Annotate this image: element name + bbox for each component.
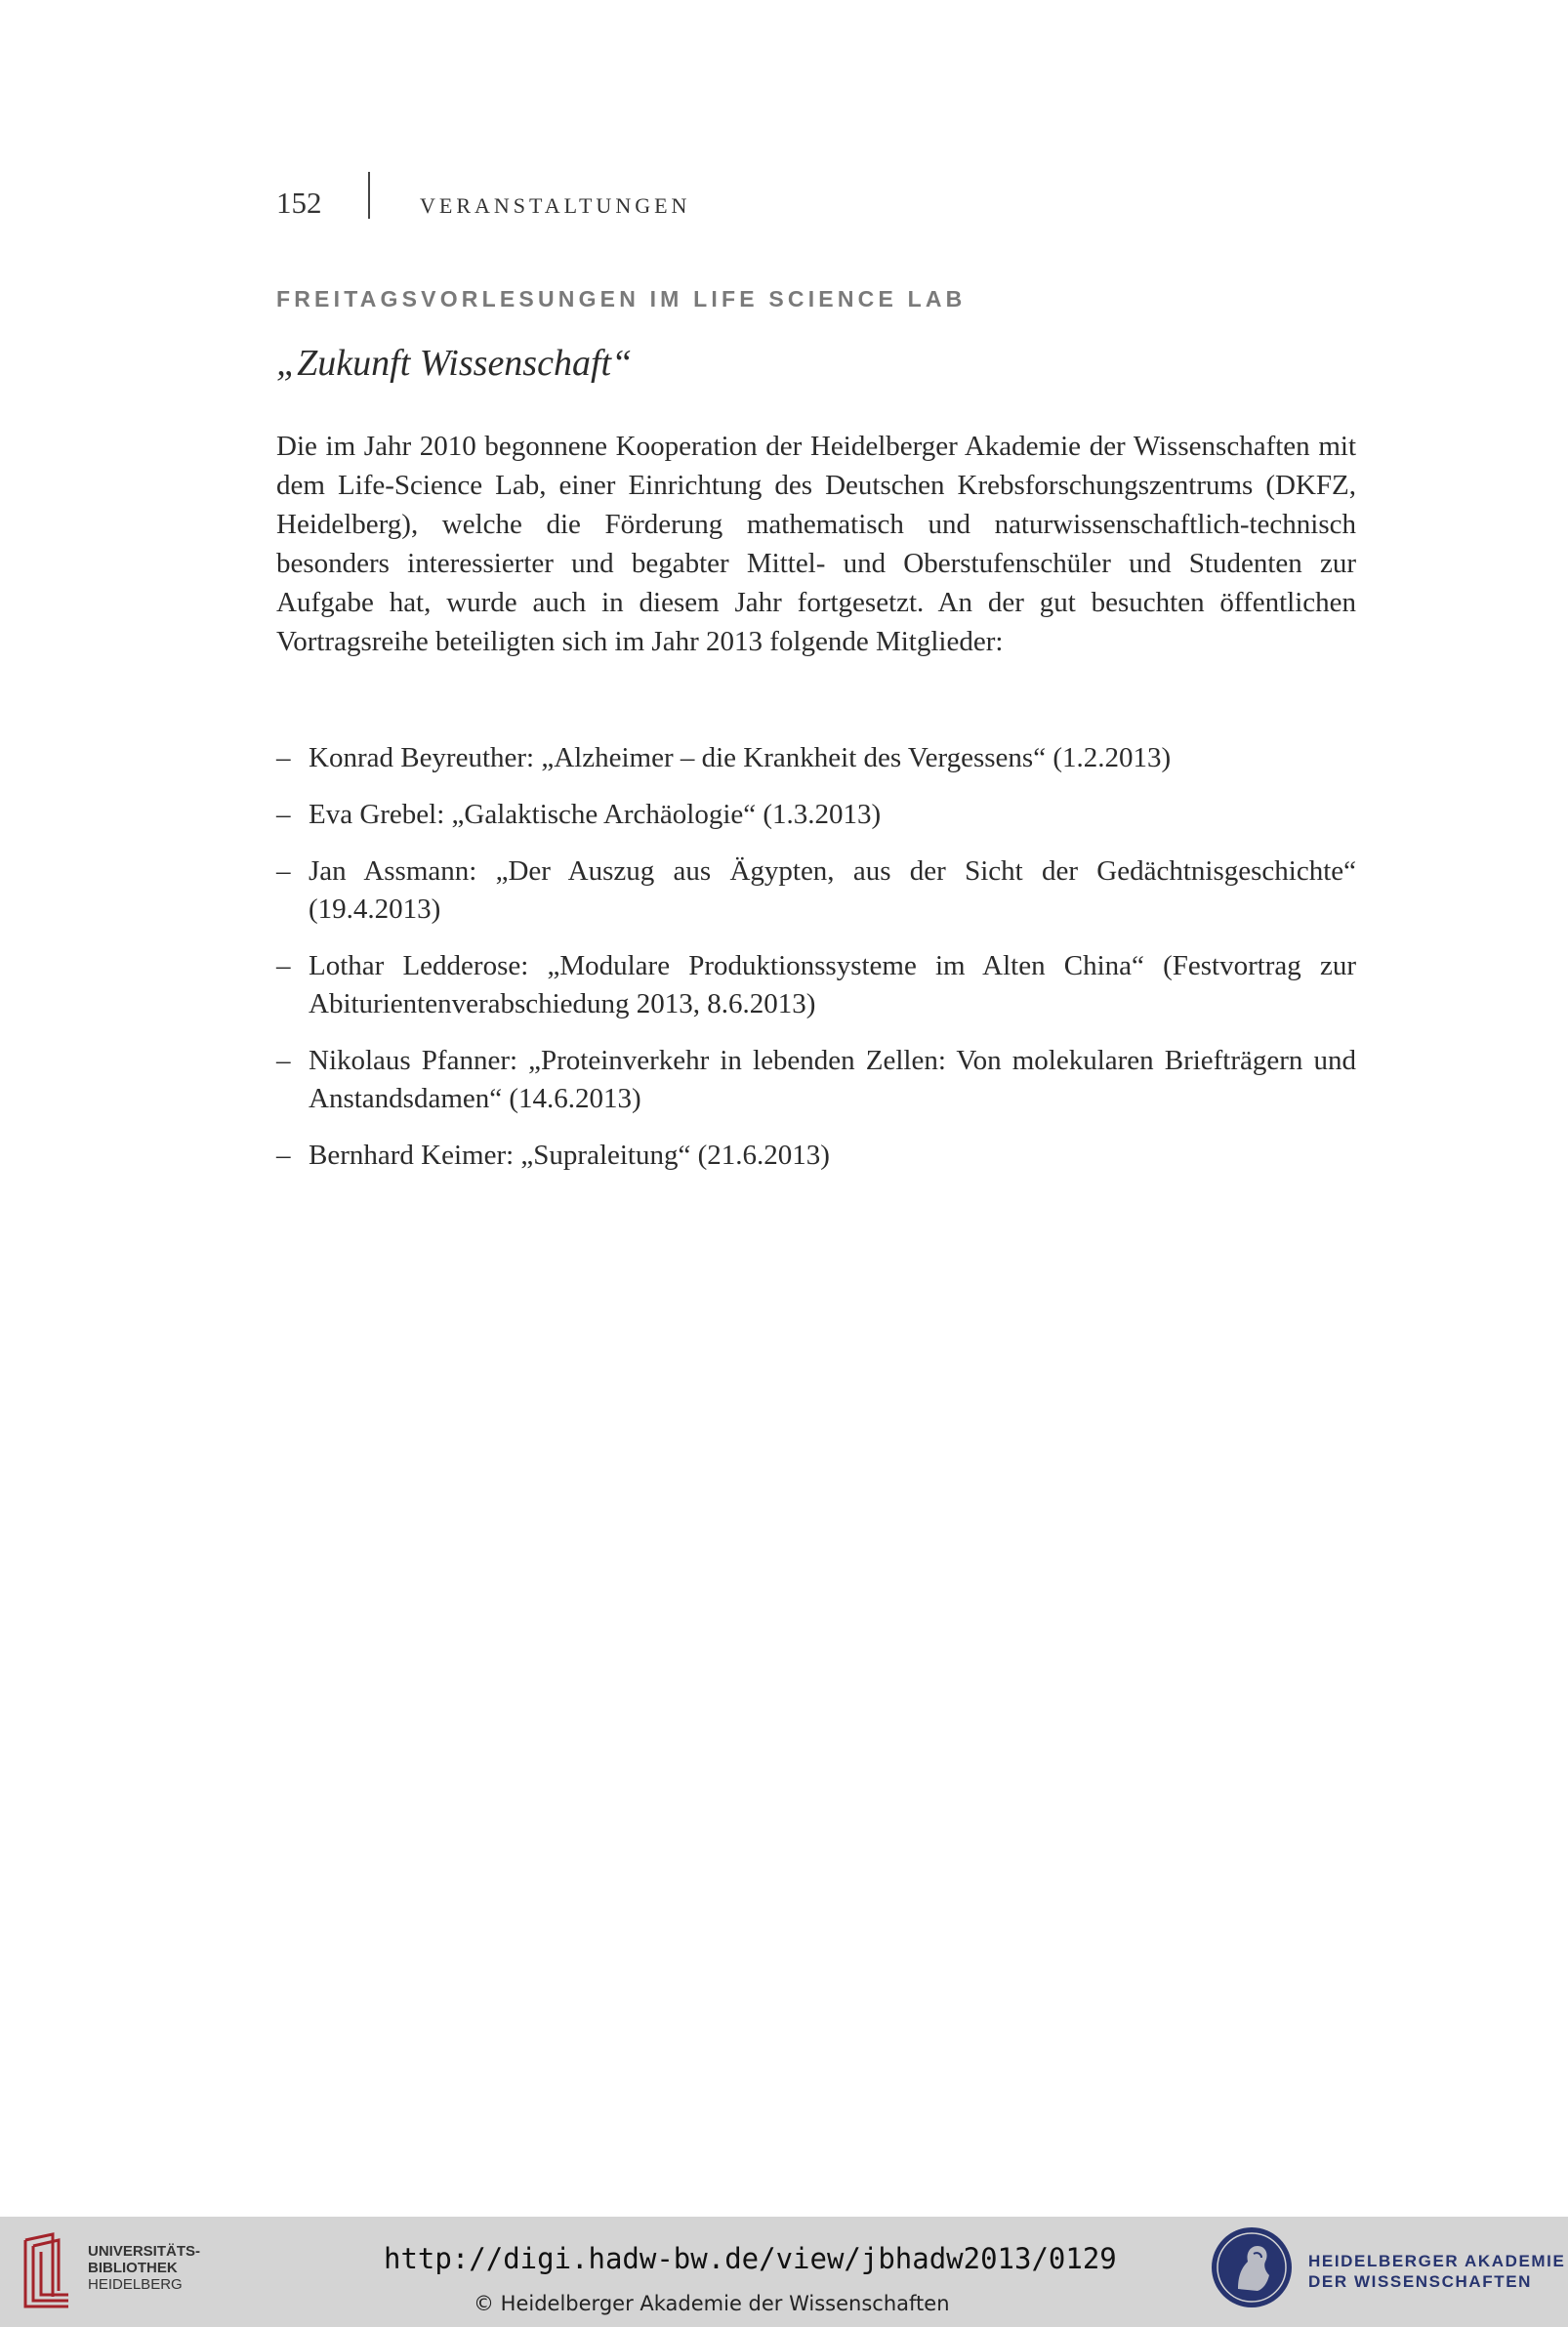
permalink-url[interactable]: http://digi.hadw-bw.de/view/jbhadw2013/0129 bbox=[384, 2242, 1117, 2275]
lecture-text: Bernhard Keimer: „Supraleitung“ (21.6.2013) bbox=[309, 1140, 830, 1171]
page-number: 152 bbox=[276, 186, 322, 220]
article-title: „Zukunft Wissenschaft“ bbox=[276, 343, 633, 384]
academy-seal-icon[interactable] bbox=[1209, 2224, 1295, 2310]
academy-line-2: DER WISSENSCHAFTEN bbox=[1308, 2272, 1533, 2291]
list-dash: – bbox=[276, 855, 291, 887]
page-header bbox=[276, 172, 1350, 221]
university-library-name bbox=[88, 2243, 200, 2293]
lecture-text: Eva Grebel: „Galaktische Archäologie“ (1.3.2013) bbox=[309, 799, 882, 830]
lecture-text: Lothar Ledderose: „Modulare Produktionssysteme im Alten China“ (Festvortrag zur Abiturientenverabschiedung 2013, 8.6.2013) bbox=[309, 950, 1356, 1019]
list-item bbox=[276, 852, 1356, 929]
lecture-text: Konrad Beyreuther: „Alzheimer – die Krankheit des Vergessens“ (1.2.2013) bbox=[309, 742, 1172, 773]
list-dash: – bbox=[276, 1140, 291, 1171]
lecture-text: Nikolaus Pfanner: „Proteinverkehr in lebenden Zellen: Von molekularen Briefträgern und Anstandsdamen“ (14.6.2013) bbox=[309, 1045, 1356, 1114]
lecture-list bbox=[276, 739, 1356, 1193]
section-kicker: FREITAGSVORLESUNGEN IM LIFE SCIENCE LAB bbox=[276, 286, 967, 312]
footer-bar bbox=[0, 2217, 1568, 2327]
ub-line-3: HEIDELBERG bbox=[88, 2276, 183, 2293]
list-item bbox=[276, 1042, 1356, 1118]
list-item bbox=[276, 796, 1356, 834]
body-paragraph: Die im Jahr 2010 begonnene Kooperation der Heidelberger Akademie der Wissenschaften mit dem Life-Science Lab, einer Einrichtung des Deutschen Krebsforschungszentrums (DKFZ, Heidelberg), welche die Förderung mathematisch und naturwissenschaftlich-technisch besonders interessierter und begabter Mittel- und Oberstufenschüler und Studenten zur Aufgabe hat, wurde auch in diesem Jahr fortgesetzt. An der gut besuchten öffentlichen Vortragsreihe beteiligten sich im Jahr 2013 folgende Mitglieder: bbox=[276, 431, 1356, 657]
ub-line-1: UNIVERSITÄTS- bbox=[88, 2243, 201, 2260]
ub-line-2: BIBLIOTHEK bbox=[88, 2260, 178, 2276]
list-dash: – bbox=[276, 799, 291, 830]
list-item bbox=[276, 739, 1356, 777]
academy-line-1: HEIDELBERGER AKADEMIE bbox=[1308, 2252, 1566, 2270]
list-item bbox=[276, 1137, 1356, 1175]
list-dash: – bbox=[276, 1045, 291, 1076]
lecture-text: Jan Assmann: „Der Auszug aus Ägypten, aus der Sicht der Gedächtnisgeschichte“ (19.4.2013) bbox=[309, 855, 1356, 925]
header-divider bbox=[368, 172, 370, 219]
university-library-logo-icon[interactable] bbox=[18, 2230, 76, 2312]
list-item bbox=[276, 947, 1356, 1023]
copyright-notice: © Heidelberger Akademie der Wissenschaften bbox=[474, 2292, 950, 2315]
list-dash: – bbox=[276, 742, 291, 773]
academy-name bbox=[1308, 2251, 1565, 2292]
running-head: VERANSTALTUNGEN bbox=[420, 193, 691, 218]
list-dash: – bbox=[276, 950, 291, 981]
